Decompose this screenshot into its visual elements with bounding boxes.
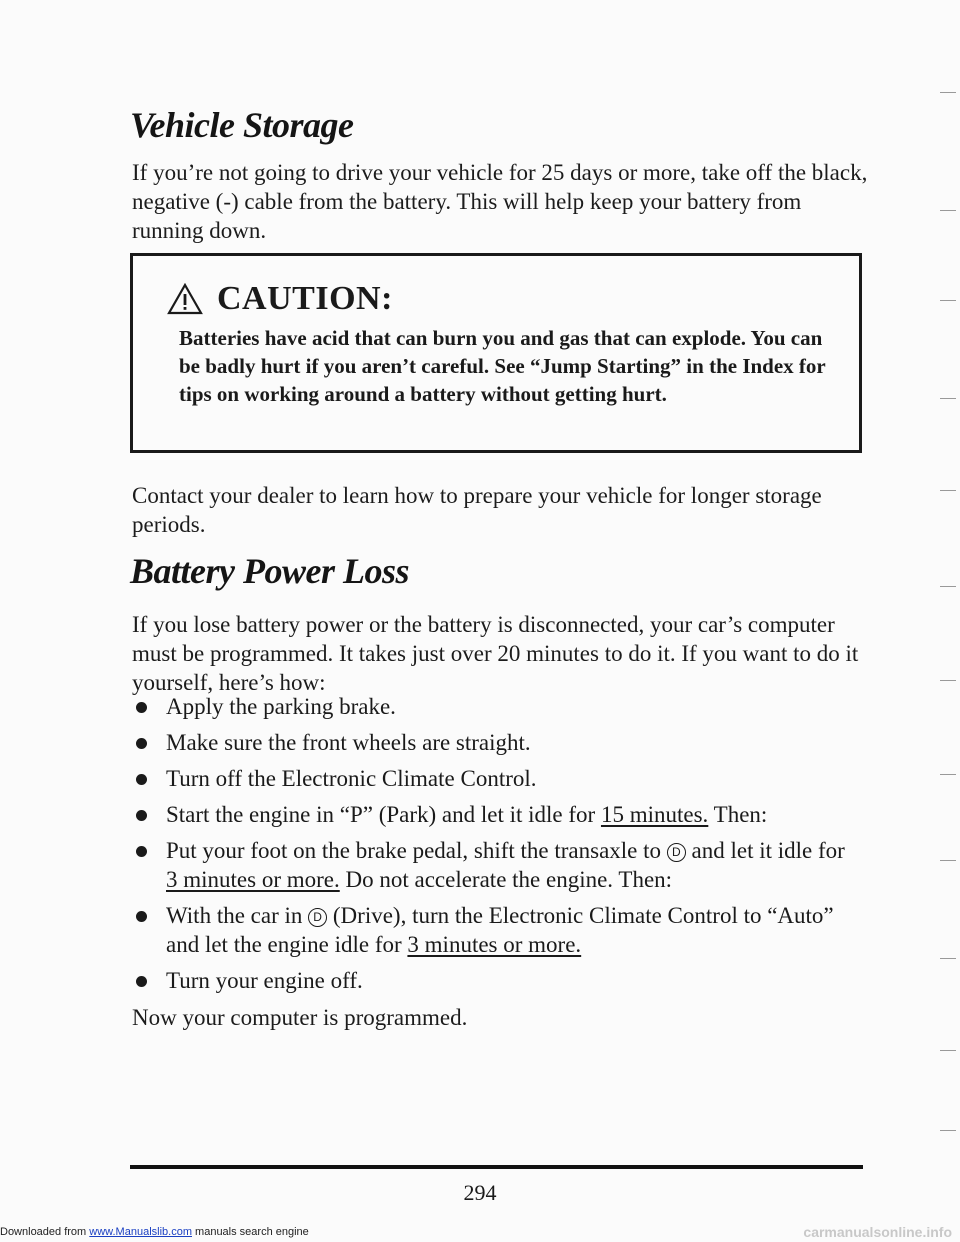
bullet-icon: [136, 810, 147, 821]
manualslib-link[interactable]: www.Manualslib.com: [89, 1226, 192, 1238]
step-text: With the car in: [166, 903, 309, 928]
bullet-icon: [136, 702, 147, 713]
step-text: Do not accelerate the engine. Then:: [339, 867, 673, 892]
page-number: 294: [463, 1180, 497, 1205]
bullet-icon: [136, 738, 147, 749]
caution-box: [130, 253, 862, 453]
list-item: [136, 692, 856, 721]
step-text: Make sure the front wheels are straight.: [166, 730, 531, 755]
warning-triangle-icon: [167, 283, 203, 315]
step-text: Then:: [708, 802, 768, 827]
step-text: Start the engine in “P” (Park) and let it idle for: [166, 802, 601, 827]
footer-rule: [130, 1165, 863, 1169]
bullet-icon: [136, 911, 147, 922]
section-heading-battery-power-loss: Battery Power Loss: [130, 551, 409, 591]
caution-heading: [167, 280, 393, 318]
drive-symbol-icon: D: [667, 843, 686, 862]
footer-prefix: Downloaded from: [0, 1226, 90, 1238]
programming-steps-list: [136, 692, 856, 1002]
power-intro-paragraph: If you lose battery power or the battery is disconnected, your car’s computer must be programmed. It takes just over 20 minutes to do it. If you want to do it yourself, here’s how:: [132, 612, 859, 695]
bullet-icon: [136, 774, 147, 785]
list-item: [136, 901, 856, 959]
step-text: and let it idle for: [685, 838, 845, 863]
step-duration: 3 minutes or more.: [166, 867, 340, 892]
step-text: Put your foot on the brake pedal, shift the transaxle to: [166, 838, 667, 863]
storage-followup-paragraph: Contact your dealer to learn how to prepare your vehicle for longer storage periods.: [132, 483, 822, 537]
caution-text: Batteries have acid that can burn you and gas that can explode. You can be badly hurt if you aren’t careful. See “Jump Starting” in the Index for tips on working around a battery without getting hurt.: [179, 326, 826, 406]
closing-paragraph: Now your computer is programmed.: [132, 1005, 468, 1030]
list-item: [136, 800, 856, 829]
step-text: Turn your engine off.: [166, 968, 363, 993]
step-text: (Drive), turn the Electronic Climate Control to “Auto” and let the engine idle for: [166, 903, 834, 957]
watermark: carmanualsonline.info: [803, 1224, 952, 1240]
step-duration: 15 minutes.: [600, 802, 709, 827]
step-text: Apply the parking brake.: [166, 694, 396, 719]
caution-title: CAUTION:: [217, 280, 393, 317]
download-footer: [0, 1226, 309, 1238]
drive-symbol-icon: D: [308, 908, 327, 927]
list-item: [136, 836, 856, 894]
bullet-icon: [136, 976, 147, 987]
bullet-icon: [136, 846, 147, 857]
list-item: [136, 728, 856, 757]
list-item: [136, 966, 856, 995]
step-duration: 3 minutes or more.: [407, 932, 582, 957]
footer-suffix: manuals search engine: [191, 1226, 309, 1238]
storage-intro-paragraph: If you’re not going to drive your vehicle for 25 days or more, take off the black, negative (-) cable from the battery. This will help keep your battery from running down.: [132, 160, 868, 243]
list-item: [136, 764, 856, 793]
step-text: Turn off the Electronic Climate Control.: [166, 766, 537, 791]
section-heading-vehicle-storage: Vehicle Storage: [130, 105, 354, 145]
